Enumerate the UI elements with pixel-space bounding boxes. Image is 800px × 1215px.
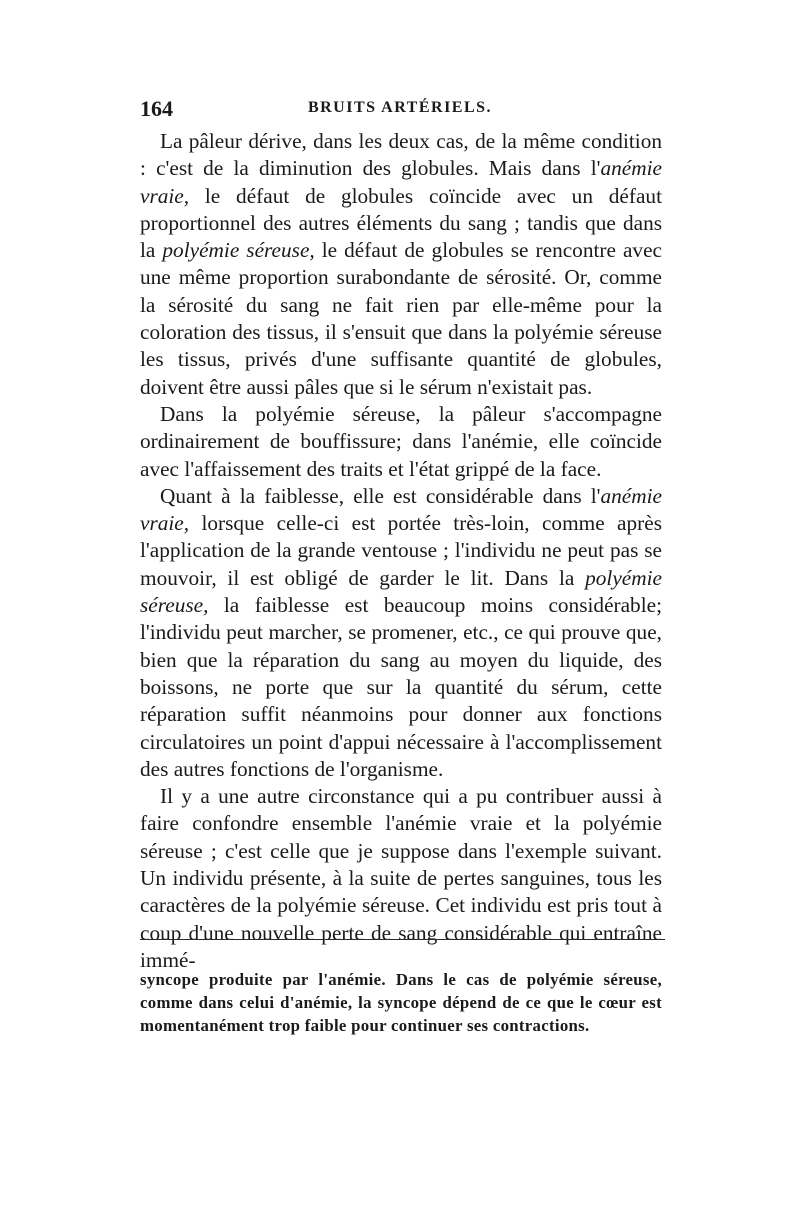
page-number: 164 xyxy=(140,96,173,121)
text-run: Quant à la faiblesse, elle est considérable dans l' xyxy=(160,483,601,508)
paragraph xyxy=(140,483,662,783)
text-run: Il y a une autre circonstance qui a pu contribuer aussi à faire confondre ensemble l'anémie vraie et la polyémie séreuse ; c'est celle que je suppose dans l'exemple suivant. Un individu présente, à la suite de pertes sanguines, tous les caractères de la polyémie séreuse. Cet individu est pris tout à coup d'une nouvelle perte de sang considérable qui entraîne immé- xyxy=(140,784,662,972)
paragraph xyxy=(140,128,662,401)
running-title: BRUITS ARTÉRIELS. xyxy=(307,99,493,116)
italic-term: polyémie séreuse, xyxy=(162,238,315,263)
text-run: le défaut de globules coïncide avec un défaut proportionnel des autres éléments du sang ; tandis que dans la xyxy=(140,183,662,263)
italic-term: anémie vraie, xyxy=(140,156,662,208)
italic-term: polyémie séreuse, xyxy=(140,565,662,618)
footnote: syncope produite par l'anémie. Dans le cas de polyémie séreuse, comme dans celui d'anémie, la syncope dépend de ce que le cœur est momentanément trop faible pour continuer ses contractions. xyxy=(140,970,662,1035)
text-run: lorsque celle-ci est portée très-loin, comme après l'application de la grande ventouse ; l'individu ne peut pas se mouvoir, il est obligé de garder le lit. Dans la xyxy=(140,511,662,590)
italic-term: anémie vraie, xyxy=(140,483,662,536)
text-run: La pâleur dérive, dans les deux cas, de la même condition : c'est de la diminution des globules. Mais dans l' xyxy=(140,129,662,181)
footnote-separator-rule xyxy=(140,939,665,940)
text-run: Dans la polyémie séreuse, la pâleur s'accompagne ordinairement de bouffissure; dans l'anémie, elle coïncide avec l'affaissement des traits et l'état grippé de la face. xyxy=(140,401,662,481)
paragraph xyxy=(140,783,662,974)
page-header xyxy=(140,96,660,126)
text-run: la faiblesse est beaucoup moins considérable; l'individu peut marcher, se promener, etc., ce qui prouve que, bien que la réparation du sang au moyen du liquide, des boissons, ne porte que sur la quantité du sérum, cette réparation suffit néanmoins pour donner aux fonctions circulatoires un point d'appui nécessaire à l'accomplissement des autres fonctions de l'organisme. xyxy=(140,593,662,781)
body-text xyxy=(140,128,662,974)
text-run: le défaut de globules se rencontre avec une même proportion surabondante de sérosité. Or, comme la sérosité du sang ne fait rien par elle-même pour la coloration des tissus, il s'ensuit que dans la polyémie séreuse les tissus, privés d'une suffisante quantité de globules, doivent être aussi pâles que si le sérum n'existait pas. xyxy=(140,238,662,399)
paragraph xyxy=(140,401,662,483)
